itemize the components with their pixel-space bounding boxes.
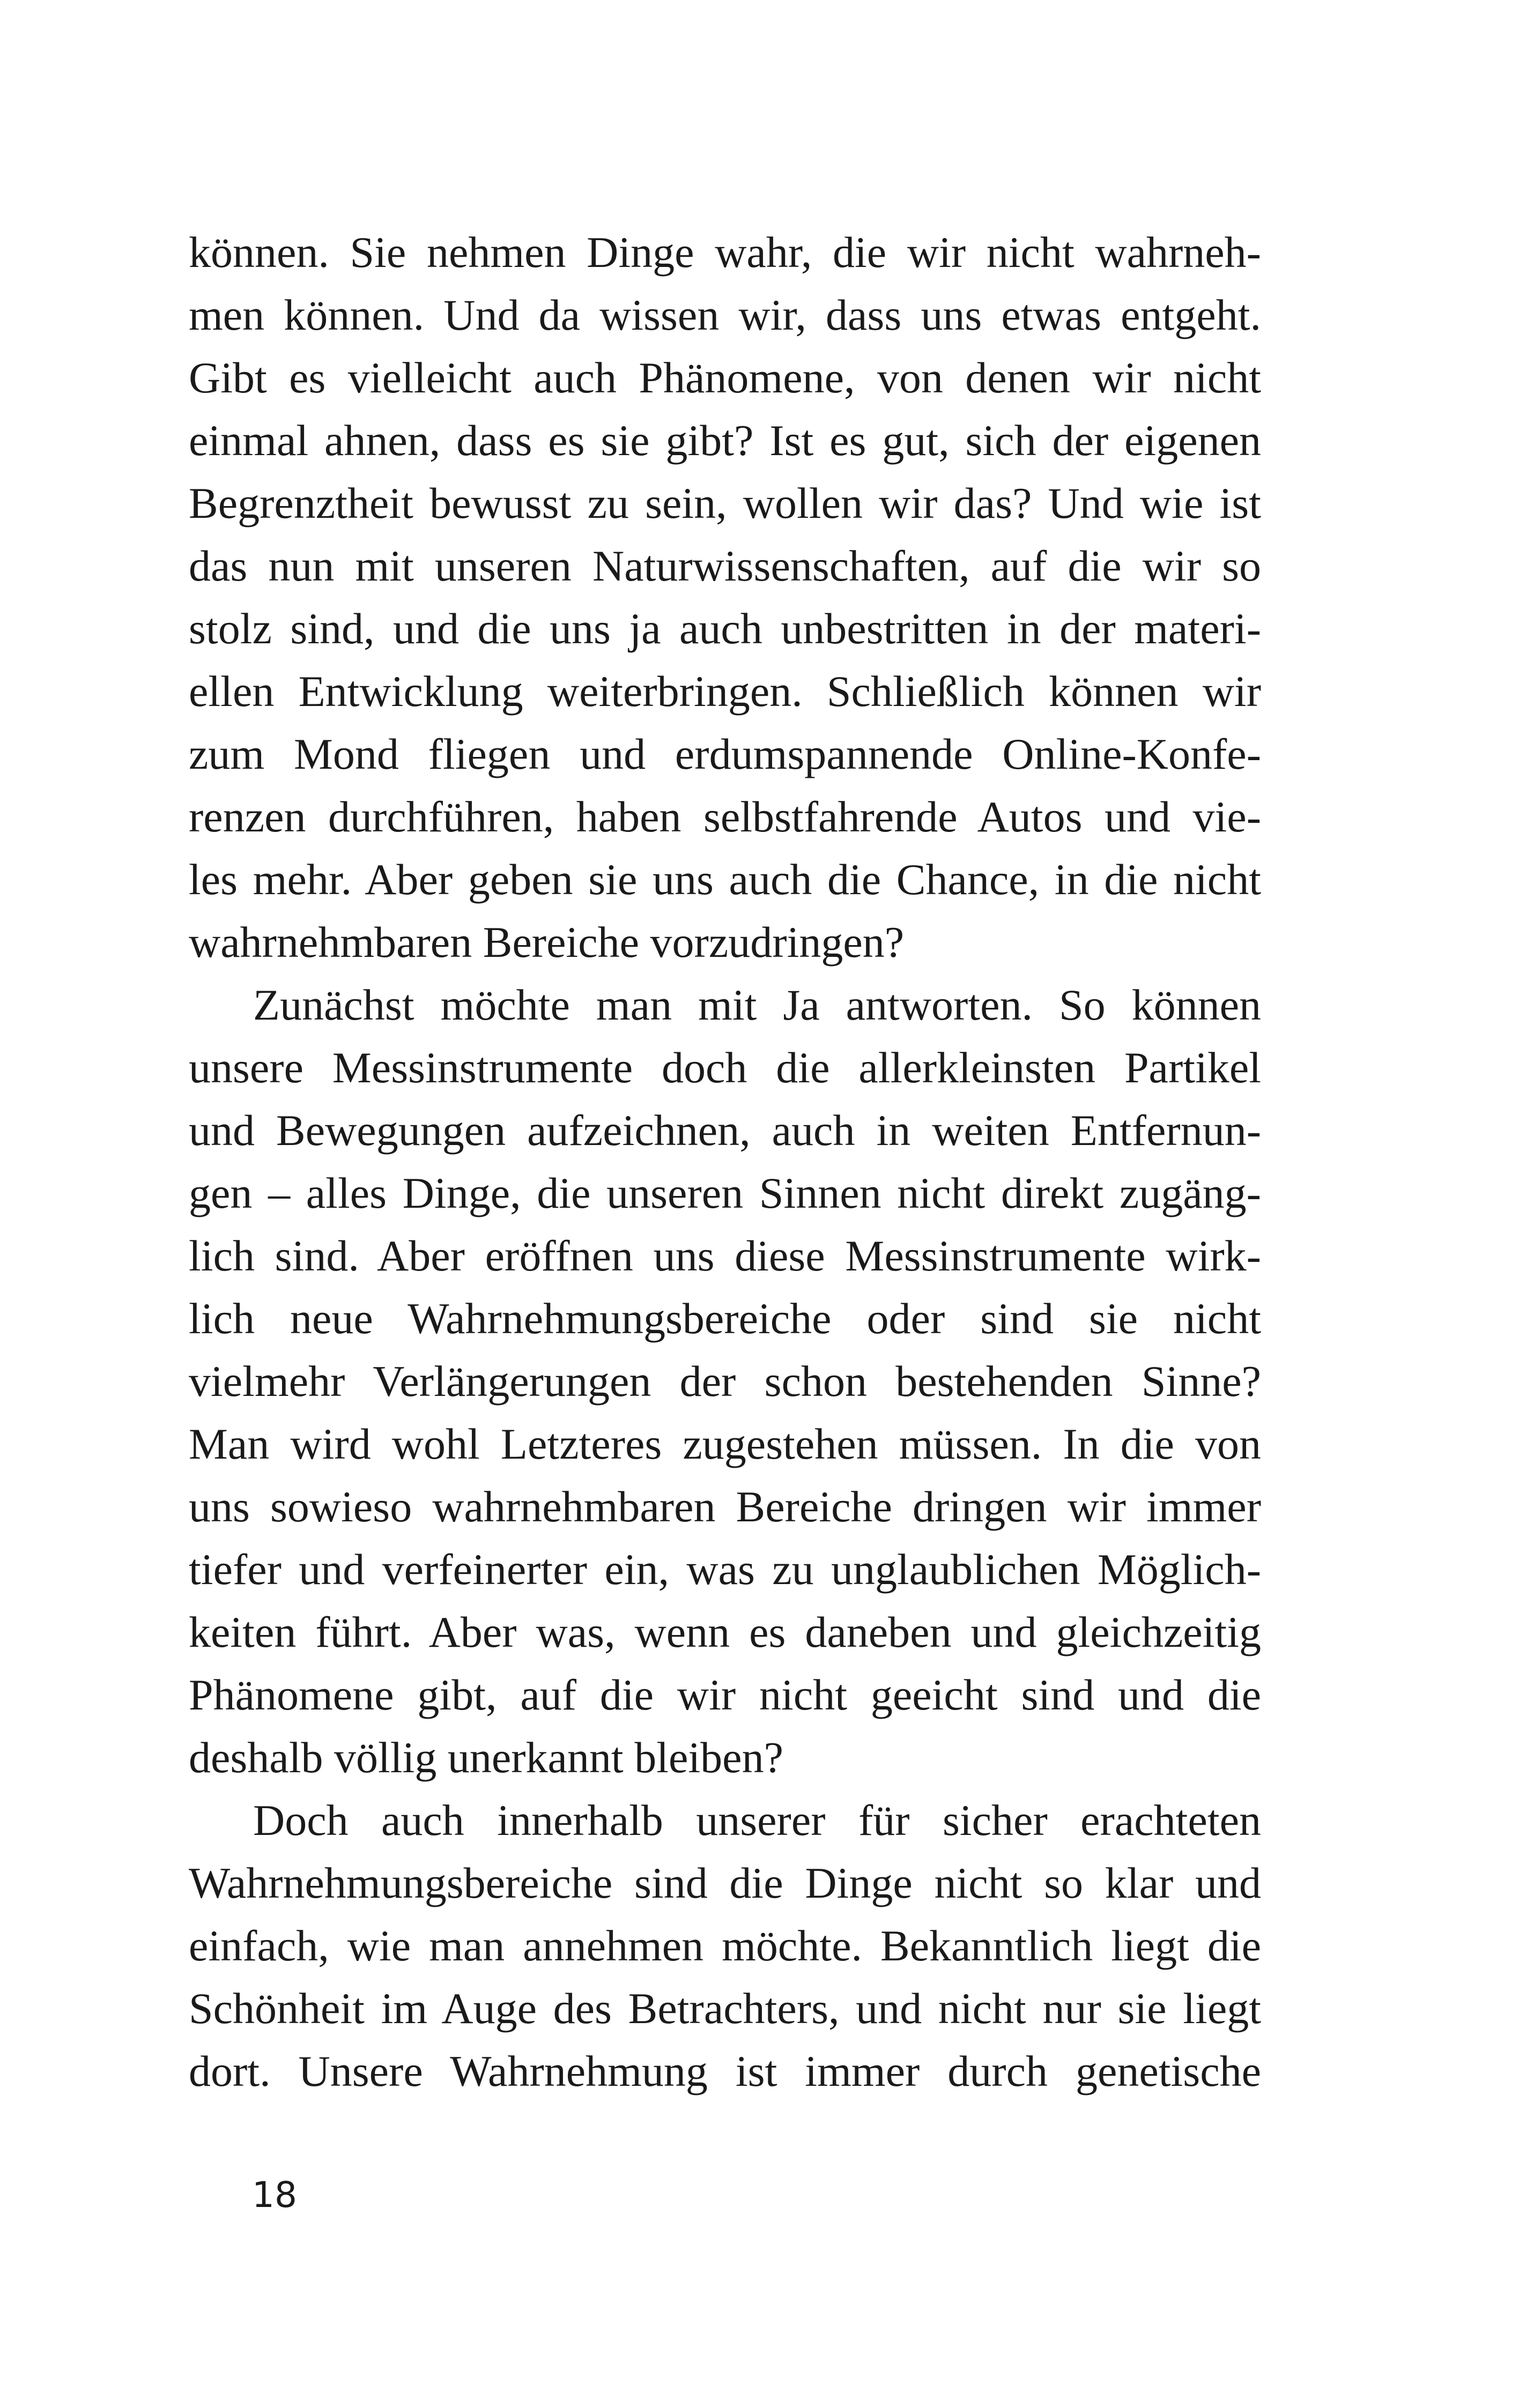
text-line: keiten führt. Aber was, wenn es daneben und gleichzeitig bbox=[189, 1608, 1261, 1656]
text-line: Man wird wohl Letzteres zugestehen müssen. In die von bbox=[189, 1419, 1261, 1468]
text-line: und Bewegungen aufzeichnen, auch in weiten Entfernun- bbox=[189, 1106, 1261, 1155]
text-line: Wahrnehmungsbereiche sind die Dinge nicht so klar und bbox=[189, 1859, 1261, 1907]
page-number: 18 bbox=[252, 2174, 297, 2216]
text-line: renzen durchführen, haben selbstfahrende Autos und vie- bbox=[189, 792, 1261, 841]
text-line: stolz sind, und die uns ja auch unbestritten in der materi- bbox=[189, 604, 1261, 653]
text-line: tiefer und verfeinerter ein, was zu unglaublichen Möglich- bbox=[189, 1545, 1261, 1594]
text-line: unsere Messinstrumente doch die allerkleinsten Partikel bbox=[189, 1043, 1261, 1092]
text-line: deshalb völlig unerkannt bleiben? bbox=[189, 1733, 783, 1782]
paragraph-first-line: Zunächst möchte man mit Ja antworten. So können bbox=[253, 980, 1261, 1029]
text-line: können. Sie nehmen Dinge wahr, die wir nicht wahrneh- bbox=[189, 228, 1261, 277]
paragraph-first-line: Doch auch innerhalb unserer für sicher erachteten bbox=[253, 1796, 1261, 1845]
text-line: gen – alles Dinge, die unseren Sinnen nicht direkt zugäng- bbox=[189, 1169, 1261, 1217]
text-line: les mehr. Aber geben sie uns auch die Chance, in die nicht bbox=[189, 855, 1261, 904]
body-text bbox=[189, 221, 1261, 2102]
text-line: Begrenztheit bewusst zu sein, wollen wir das? Und wie ist bbox=[189, 479, 1261, 527]
text-line: lich sind. Aber eröffnen uns diese Messinstrumente wirk- bbox=[189, 1231, 1261, 1280]
text-line: lich neue Wahrnehmungsbereiche oder sind sie nicht bbox=[189, 1294, 1261, 1343]
text-line: men können. Und da wissen wir, dass uns etwas entgeht. bbox=[189, 291, 1261, 339]
text-line: vielmehr Verlängerungen der schon bestehenden Sinne? bbox=[189, 1357, 1261, 1406]
text-line: ellen Entwicklung weiterbringen. Schließlich können wir bbox=[189, 667, 1261, 716]
text-line: uns sowieso wahrnehmbaren Bereiche dringen wir immer bbox=[189, 1482, 1261, 1531]
text-line: einfach, wie man annehmen möchte. Bekanntlich liegt die bbox=[189, 1921, 1261, 1970]
text-line: Phänomene gibt, auf die wir nicht geeicht sind und die bbox=[189, 1670, 1261, 1719]
text-line: Schönheit im Auge des Betrachters, und nicht nur sie liegt bbox=[189, 1984, 1261, 2033]
text-line: Gibt es vielleicht auch Phänomene, von denen wir nicht bbox=[189, 353, 1261, 402]
text-line: dort. Unsere Wahrnehmung ist immer durch genetische bbox=[189, 2047, 1261, 2095]
text-line: zum Mond fliegen und erdumspannende Online-Konfe- bbox=[189, 730, 1261, 778]
text-line: einmal ahnen, dass es sie gibt? Ist es gut, sich der eigenen bbox=[189, 416, 1261, 465]
text-line: das nun mit unseren Naturwissenschaften, auf die wir so bbox=[189, 541, 1261, 590]
text-line: wahrnehmbaren Bereiche vorzudringen? bbox=[189, 918, 905, 967]
